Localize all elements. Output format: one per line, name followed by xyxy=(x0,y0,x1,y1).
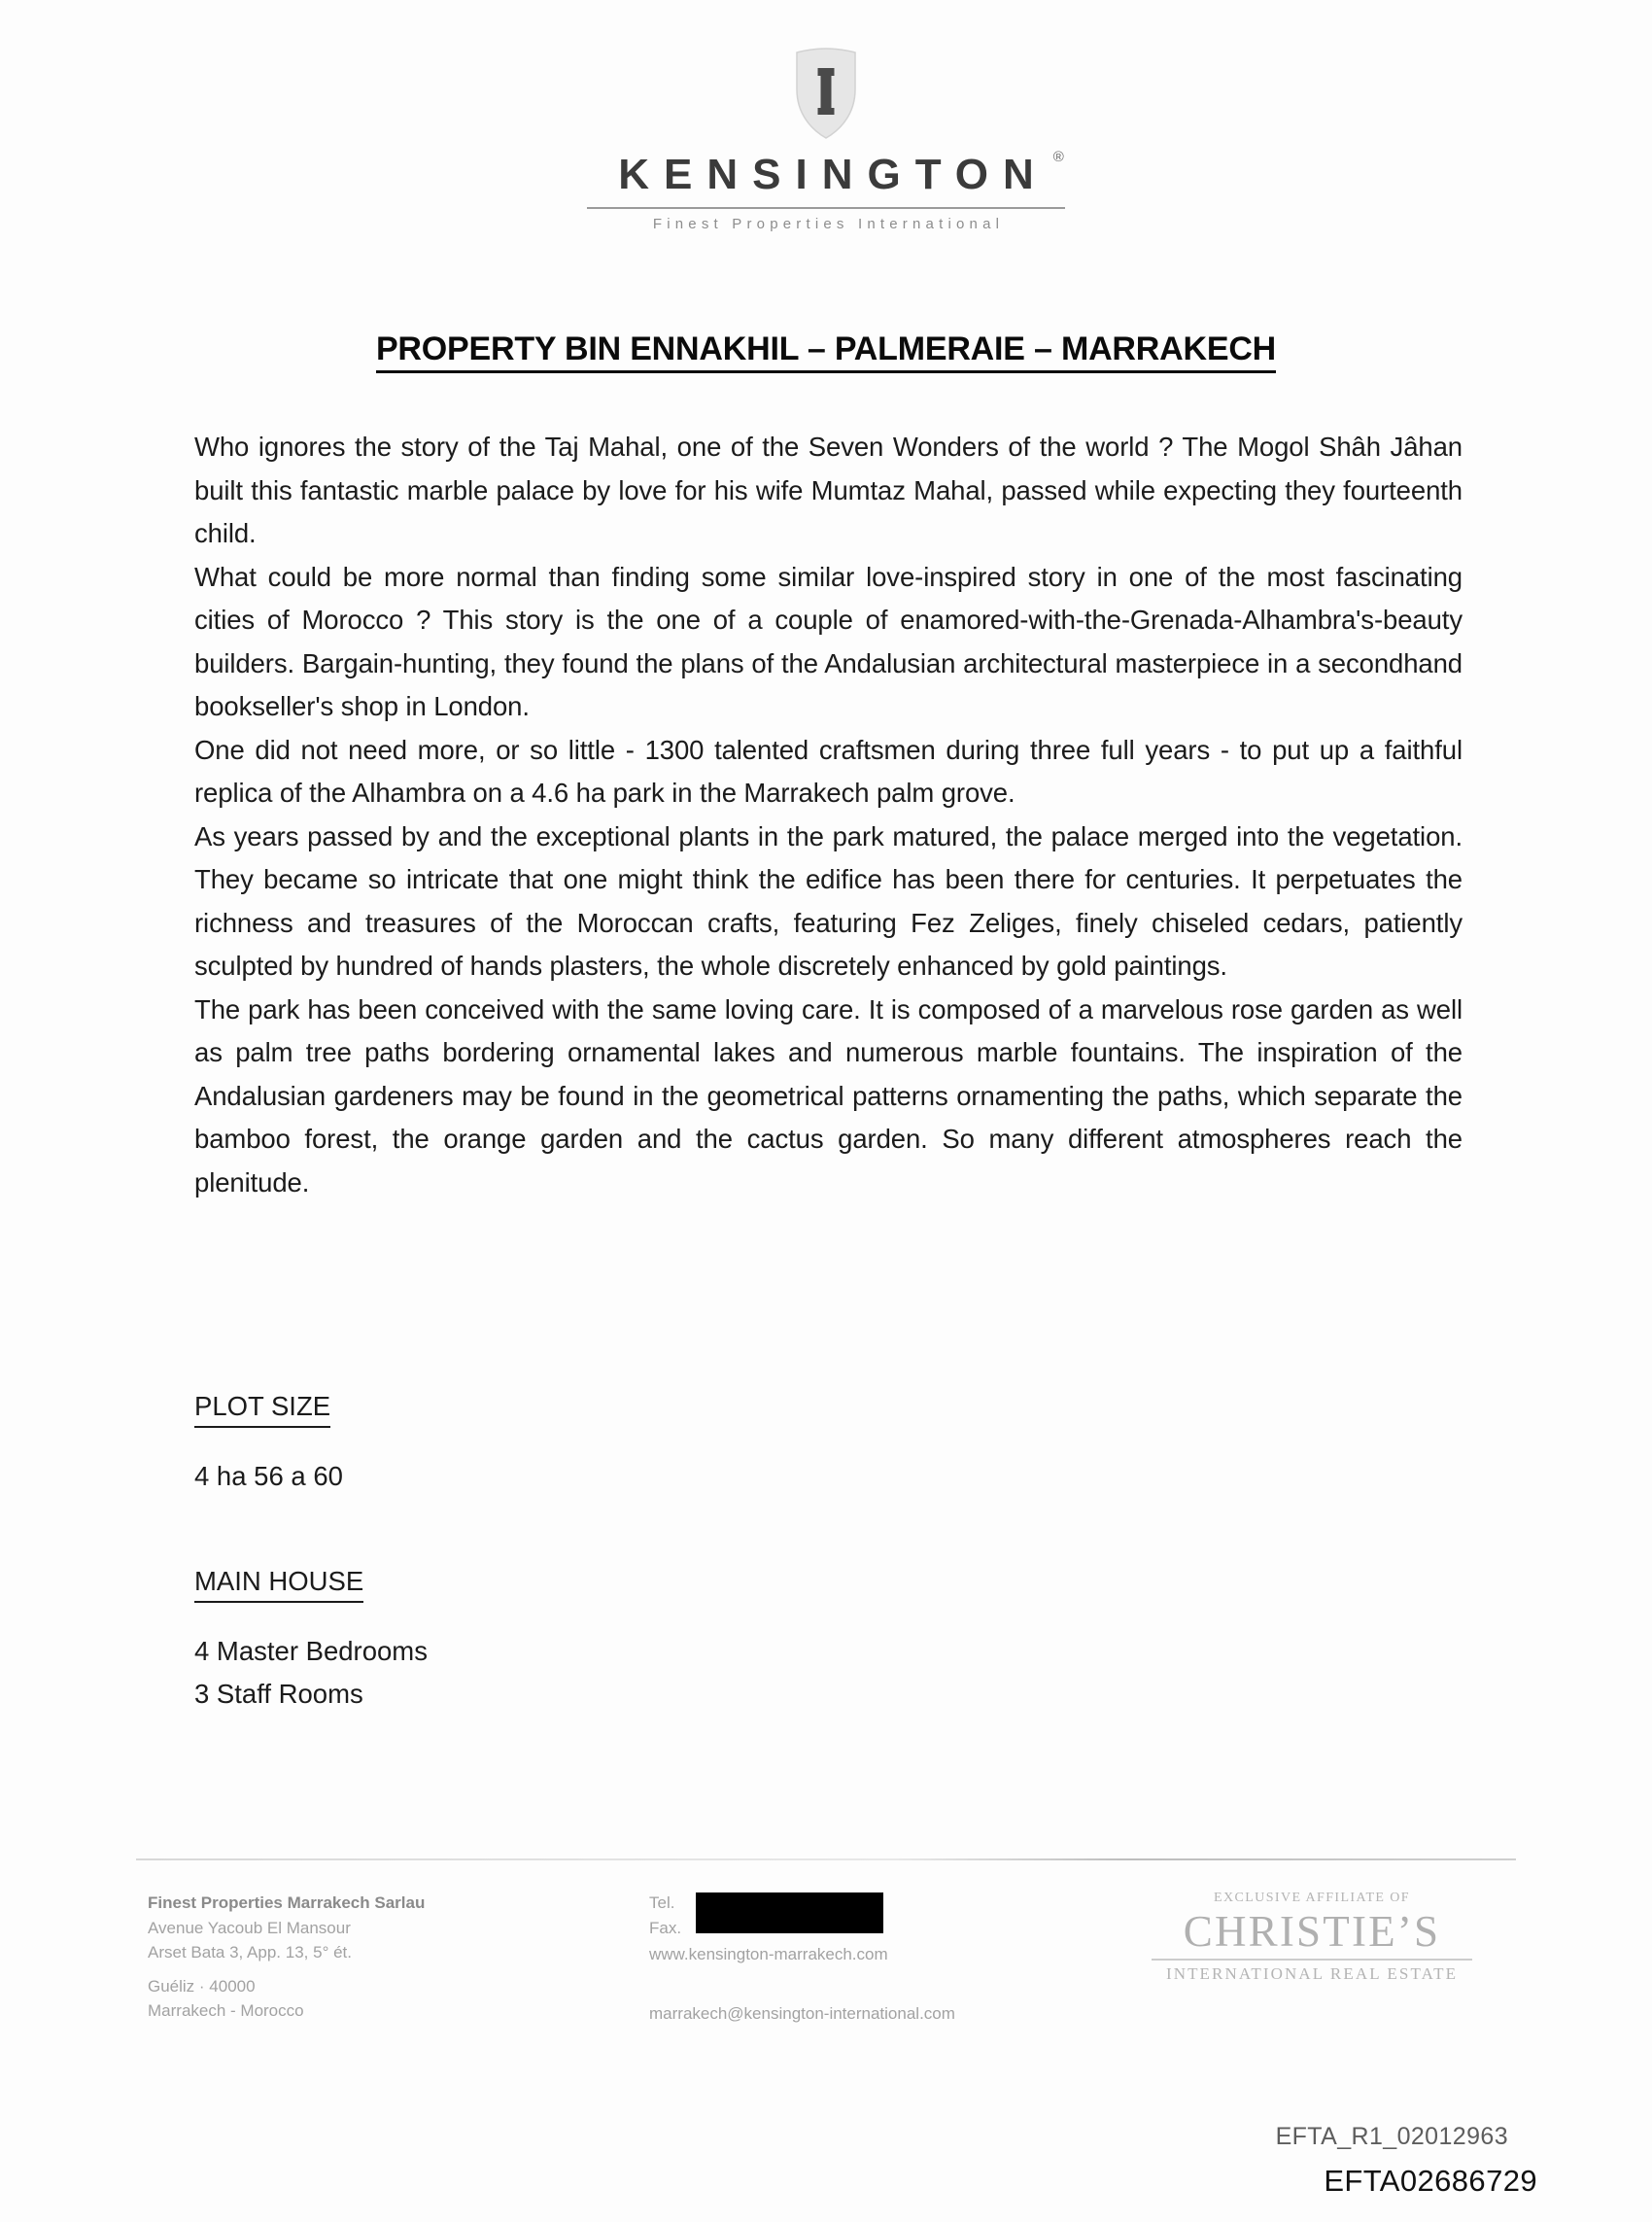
plot-size-section xyxy=(194,1388,1463,1498)
main-house-item: 4 Master Bedrooms xyxy=(194,1636,428,1666)
logo-wordmark xyxy=(603,149,1064,198)
paragraph-3: One did not need more, or so little - 1300 talented craftsmen during three full years - to put up a faithful replica of the Alhambra on a 4.6 ha park in the Marrakech palm grove. xyxy=(194,734,1463,808)
footer-tel-label: Tel. xyxy=(649,1893,675,1912)
logo-divider xyxy=(587,207,1065,209)
paragraph-5: The park has been conceived with the same loving care. It is composed of a marvelous rose garden as well as palm tree paths bordering ornamental lakes and numerous marble fountains. The inspiration of the Andalusian gardeners may be found in the geometrical patterns ornamenting the paths, which separate the bamboo forest, the orange garden and the cactus garden. So many different atmospheres reach the plenitude. xyxy=(194,993,1463,1198)
footer-divider xyxy=(136,1858,1516,1860)
plot-size-value-group xyxy=(194,1455,1463,1498)
footer-address-line-3: Guéliz · 40000 xyxy=(148,1976,256,1996)
footer-contact-block xyxy=(649,1891,955,2026)
footer-phone-labels xyxy=(649,1891,681,1940)
main-house-section xyxy=(194,1563,1463,1716)
footer-website[interactable]: www.kensington-marrakech.com xyxy=(649,1945,888,1963)
footer-spacer xyxy=(148,1965,425,1974)
footer-address-line-1: Avenue Yacoub El Mansour xyxy=(148,1918,351,1937)
footer-address-block xyxy=(148,1891,425,2024)
paragraph-1: Who ignores the story of the Taj Mahal, one of the Seven Wonders of the world ? The Mogol Shâh Jâhan built this fantastic marble palace by love for his wife Mumtaz Mahal, passed while expecting they fourteenth child. xyxy=(194,432,1463,548)
plot-size-value: 4 ha 56 a 60 xyxy=(194,1461,343,1491)
footer-address-line-4: Marrakech - Morocco xyxy=(148,2001,304,2020)
christies-affiliate-line: EXCLUSIVE AFFILIATE OF xyxy=(1214,1891,1410,1905)
bates-number-top: EFTA_R1_02012963 xyxy=(1275,2123,1508,2150)
paragraph-2: What could be more normal than finding some similar love-inspired story in one of the most fascinating cities of Morocco ? This story is the one of a couple of enamored-with-the-Grenada-Alhambra's-beauty builders. Bargain-hunting, they found the plans of the Andalusian architectural masterpiece in a secondhand bookseller's shop in London. xyxy=(194,561,1463,721)
main-house-heading: MAIN HOUSE xyxy=(194,1563,363,1603)
christies-subtitle: INTERNATIONAL REAL ESTATE xyxy=(1165,1964,1459,1983)
footer-address-line-2: Arset Bata 3, App. 13, 5° ét. xyxy=(148,1943,352,1962)
page-title-text: PROPERTY BIN ENNAKHIL – PALMERAIE – MARRAKECH xyxy=(376,330,1276,373)
page-footer xyxy=(0,1891,1652,2085)
christies-wordmark: CHRISTIE’S xyxy=(1183,1907,1441,1956)
main-house-item: 3 Staff Rooms xyxy=(194,1679,363,1709)
footer-company-name: Finest Properties Marrakech Sarlau xyxy=(148,1893,426,1912)
christies-affiliate-logo xyxy=(1152,1891,1472,1984)
christies-divider xyxy=(1152,1959,1472,1961)
document-body xyxy=(194,426,1463,1204)
footer-fax-label: Fax. xyxy=(649,1918,682,1937)
redaction-box xyxy=(696,1892,883,1933)
logo-wordmark-text: KENSINGTON xyxy=(618,151,1049,198)
bates-number-bottom: EFTA02686729 xyxy=(1324,2164,1537,2198)
main-house-items xyxy=(194,1630,1463,1716)
paragraph-4: As years passed by and the exceptional plants in the park matured, the palace merged into the vegetation. They became so intricate that one might think the edifice has been there for centuries. It perpetuates the richness and treasures of the Moroccan crafts, featuring Fez Zeliges, finely chiseled cedars, patiently sculpted by hundred of hands plasters, the whole discretely enhanced by gold paintings. xyxy=(194,820,1463,981)
registered-trademark-icon: ® xyxy=(1052,149,1064,165)
plot-size-heading: PLOT SIZE xyxy=(194,1388,330,1428)
kensington-shield-icon xyxy=(791,47,861,140)
logo-tagline: Finest Properties International xyxy=(652,216,1005,232)
page-title xyxy=(0,330,1652,368)
kensington-logo xyxy=(0,47,1652,232)
footer-email[interactable]: marrakech@kensington-international.com xyxy=(649,2003,955,2023)
